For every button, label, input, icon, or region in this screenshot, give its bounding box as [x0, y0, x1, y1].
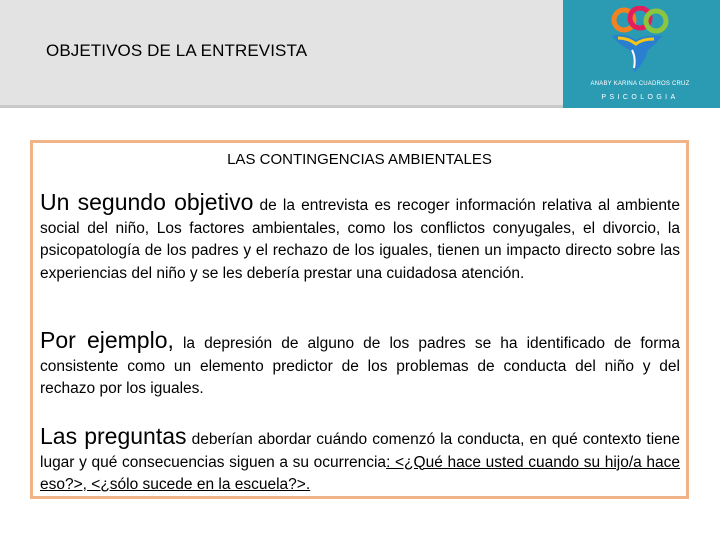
slide-title: OBJETIVOS DE LA ENTREVISTA [46, 41, 308, 60]
paragraph-1-lead: Un segundo objetivo [40, 189, 254, 215]
logo-name: ANABY KARINA CUADROS CRUZ [590, 81, 690, 87]
paragraph-2-text: la depresión de alguno de los padres se ha identificado de forma consistente como un elemento predictor de los problemas de conducta del niño y del rechazo por los iguales. [40, 335, 680, 397]
paragraph-3 [40, 425, 680, 497]
paragraph-3-text: deberían abordar cuándo comenzó la conducta, en qué contexto tiene lugar y qué consecuencias siguen a su ocurrencia [40, 431, 680, 471]
content-box [30, 140, 689, 499]
paragraph-2 [40, 329, 680, 401]
paragraph-1-text: de la entrevista es recoger información relativa al ambiente social del niño, Los factores ambientales, como los conflictos conyugales, el divorcio, la psicopatología de los padres y el rechazo de los iguales, tienen un impacto directo sobre las experiencias del niño y se les debería prestar una cuidadosa atención. [40, 197, 680, 282]
colorful-figure-logo-icon [594, 6, 686, 76]
logo-subtitle: PSICOLOGIA [601, 94, 679, 101]
title-panel [0, 0, 563, 108]
paragraph-1 [40, 191, 680, 285]
section-subtitle: LAS CONTINGENCIAS AMBIENTALES [227, 151, 492, 168]
paragraph-3-lead: Las preguntas [40, 423, 187, 449]
paragraph-3-example-questions: : <¿Qué hace usted cuando su hijo/a hace eso?>, <¿sólo sucede en la escuela?>. [40, 453, 681, 493]
logo [578, 4, 714, 106]
paragraph-2-lead: Por ejemplo, [40, 327, 174, 353]
